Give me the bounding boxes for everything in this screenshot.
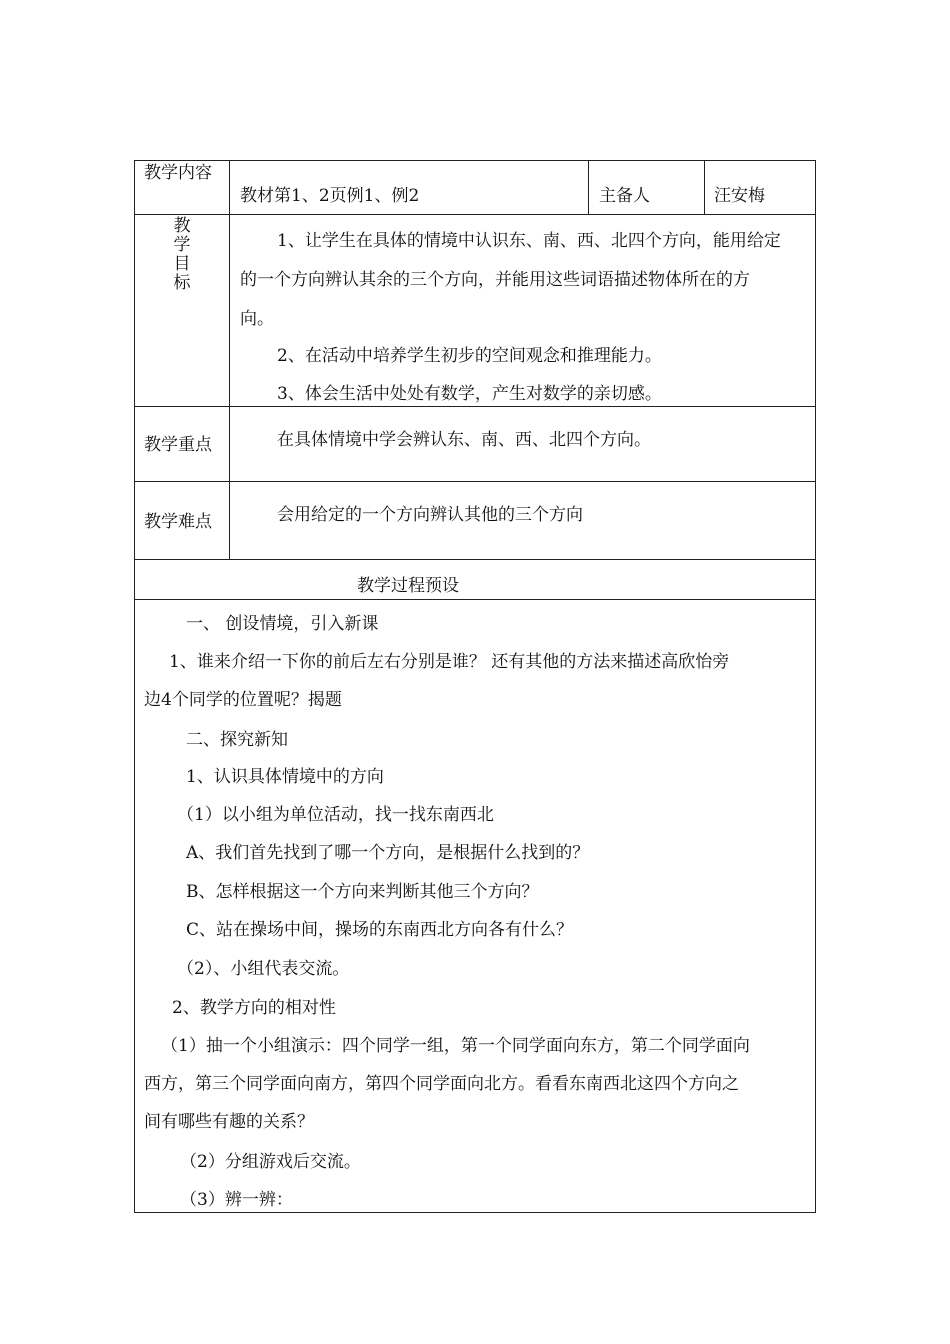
process-line: （2）、小组代表交流。 [177, 959, 350, 979]
goals-label-char: 教 [173, 216, 191, 236]
row-divider [134, 481, 816, 482]
row-divider [134, 599, 816, 600]
content-value: 教材第1、2页例1、例2 [240, 186, 420, 206]
goals-label-char: 标 [173, 273, 191, 293]
goals-label [172, 217, 192, 293]
process-line: 二、探究新知 [186, 730, 288, 750]
goals-label-char: 目 [173, 254, 191, 274]
process-line: （1）以小组为单位活动，找一找东南西北 [177, 805, 494, 825]
row-divider [134, 406, 816, 407]
goal-line: 的一个方向辨认其余的三个方向，并能用这些词语描述物体所在的方 [240, 270, 750, 290]
process-line: 2、教学方向的相对性 [172, 998, 336, 1018]
header-column-divider [588, 160, 589, 214]
goal-line: 1、让学生在具体的情境中认识东、南、西、北四个方向，能用给定 [277, 231, 781, 251]
process-line: A、我们首先找到了哪一个方向，是根据什么找到的？ [186, 843, 590, 863]
process-line: 1、谁来介绍一下你的前后左右分别是谁？ 还有其他的方法来描述高欣怡旁 [169, 652, 730, 672]
goal-line: 向。 [240, 309, 274, 329]
process-line: 西方，第三个同学面向南方，第四个同学面向北方。看看东南西北这四个方向之 [144, 1074, 739, 1094]
goal-line: 2、在活动中培养学生初步的空间观念和推理能力。 [277, 346, 662, 366]
process-line: （2）分组游戏后交流。 [180, 1152, 361, 1172]
difficulties-text: 会用给定的一个方向辨认其他的三个方向 [277, 505, 583, 525]
row-divider [134, 559, 816, 560]
goal-line: 3、体会生活中处处有数学，产生对数学的亲切感。 [277, 384, 662, 404]
label-column-divider [229, 160, 230, 559]
process-title: 教学过程预设 [357, 576, 459, 596]
process-line: 1、认识具体情境中的方向 [186, 767, 384, 787]
process-line: 间有哪些有趣的关系？ [144, 1112, 314, 1132]
process-line: 边4个同学的位置呢？揭题 [144, 690, 342, 710]
preparer-label: 主备人 [599, 186, 650, 206]
row-divider [134, 214, 816, 215]
process-line: B、怎样根据这一个方向来判断其他三个方向？ [186, 882, 539, 902]
process-line: C、站在操场中间，操场的东南西北方向各有什么？ [186, 920, 574, 940]
process-line: （3）辨一辨： [180, 1190, 293, 1210]
content-label: 教学内容 [144, 163, 212, 183]
preparer-name: 汪安梅 [714, 186, 765, 206]
difficulties-label: 教学难点 [144, 512, 212, 532]
header-column-divider [704, 160, 705, 214]
key-points-text: 在具体情境中学会辨认东、南、西、北四个方向。 [277, 430, 651, 450]
process-line: 一、 创设情境，引入新课 [186, 614, 379, 634]
goals-label-char: 学 [173, 235, 191, 255]
key-points-label: 教学重点 [144, 435, 212, 455]
process-line: （1）抽一个小组演示：四个同学一组，第一个同学面向东方，第二个同学面向 [161, 1036, 750, 1056]
